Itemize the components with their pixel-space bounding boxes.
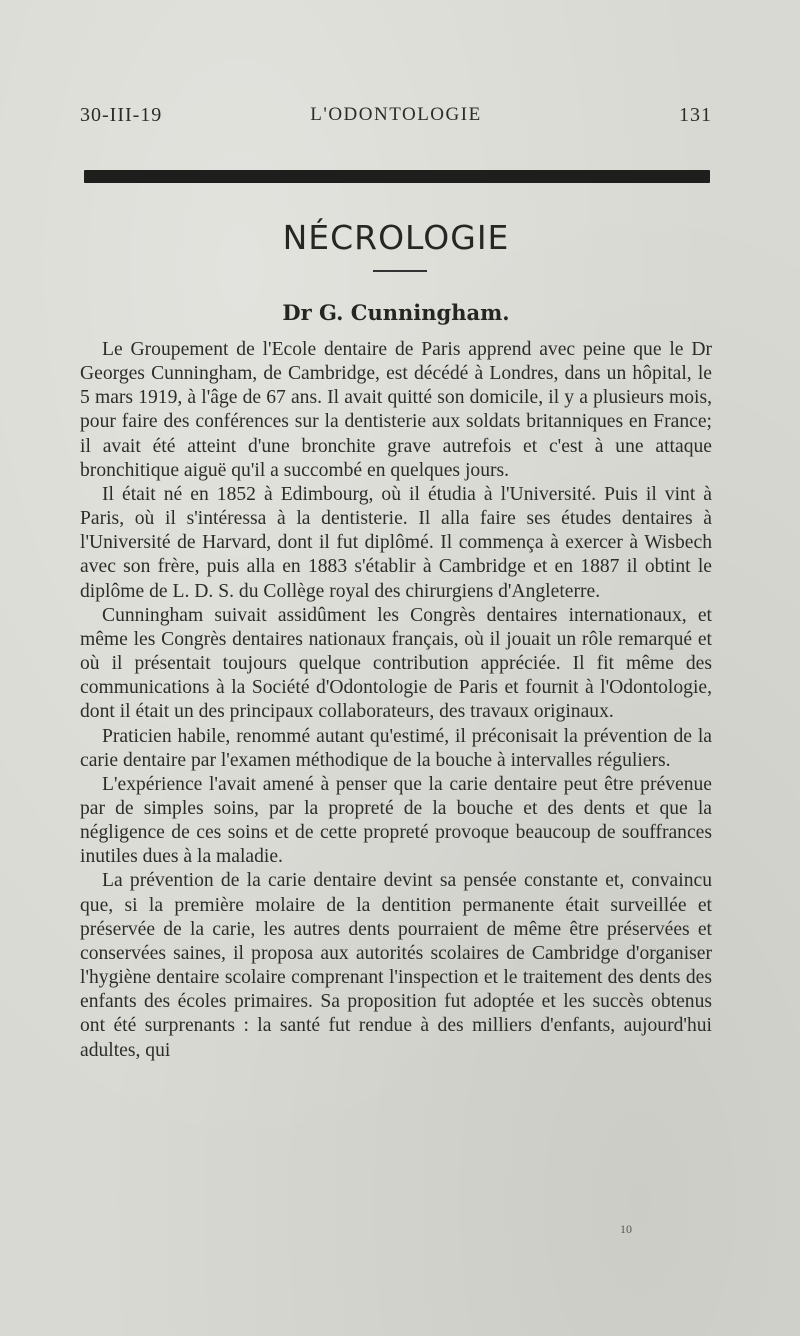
paragraph-4: Praticien habile, renommé autant qu'estimé, il préconisait la prévention de la carie dentaire par l'examen méthodique de la bouche à intervalles réguliers. — [80, 725, 712, 771]
title-underline — [373, 270, 427, 272]
paragraph-2: Il était né en 1852 à Edimbourg, où il étudia à l'Université. Puis il vint à Paris, où il s'intéressa à la dentisterie. Il alla faire ses études dentaires à l'Université de Harvard, dont il fut diplômé. Il commença à exercer à Wisbech avec son frère, puis alla en 1883 s'établir à Cambridge et en 1887 il obtint le diplôme de L. D. S. du Collège royal des chirurgiens d'Angleterre. — [80, 483, 712, 602]
running-head — [80, 104, 712, 134]
issue-date: 30-III-19 — [80, 104, 163, 126]
paragraph-6: La prévention de la carie dentaire devint sa pensée constante et, convaincu que, si la première molaire de la dentition permanente était surveillée et préservée de la carie, les autres dents pourraient de même être préservées et conservées saines, il proposa aux autorités scolaires de Cambridge d'organiser l'hygiène dentaire scolaire comprenant l'inspection et le traitement des dents des enfants des écoles primaires. Sa proposition fut adoptée et les succès obtenus ont été surprenants : la santé fut rendue à des milliers d'enfants, aujourd'hui adultes, qui — [80, 870, 712, 1061]
printer-signature-mark: 10 — [620, 1222, 632, 1236]
paragraph-1: Le Groupement de l'Ecole dentaire de Paris apprend avec peine que le Dr Georges Cunningham, de Cambridge, est décédé à Londres, dans un hôpital, le 5 mars 1919, à l'âge de 67 ans. Il avait quitté son domicile, il y a plusieurs mois, pour faire des conférences sur la dentisterie aux soldats britanniques en France; il avait été atteint d'une bronchite grave autrefois et c'est à une attaque bronchitique aiguë qu'il a succombé en quelques jours. — [80, 339, 712, 481]
article-body — [80, 338, 712, 1063]
paragraph-5: L'expérience l'avait amené à penser que la carie dentaire peut être prévenue par de simples soins, par la propreté de la bouche et des dents et que la négligence de ces soins et de cette propreté provoque beaucoup de souffrances inutiles dues à la maladie. — [80, 773, 712, 868]
paragraph-3: Cunningham suivait assidûment les Congrès dentaires internationaux, et même les Congrès dentaires nationaux français, où il jouait un rôle remarqué et où il présentait toujours quelque contribution appréciée. Il fit même des communications à la Société d'Odontologie de Paris et fournit à l'Odontologie, dont il était un des principaux collaborateurs, des travaux originaux. — [80, 604, 712, 723]
obituary-subject: Dr G. Cunningham. — [282, 300, 510, 325]
journal-title: L'ODONTOLOGIE — [310, 104, 482, 125]
section-divider-thick — [84, 170, 710, 183]
section-title: NÉCROLOGIE — [282, 218, 510, 257]
page-number: 131 — [679, 104, 712, 126]
